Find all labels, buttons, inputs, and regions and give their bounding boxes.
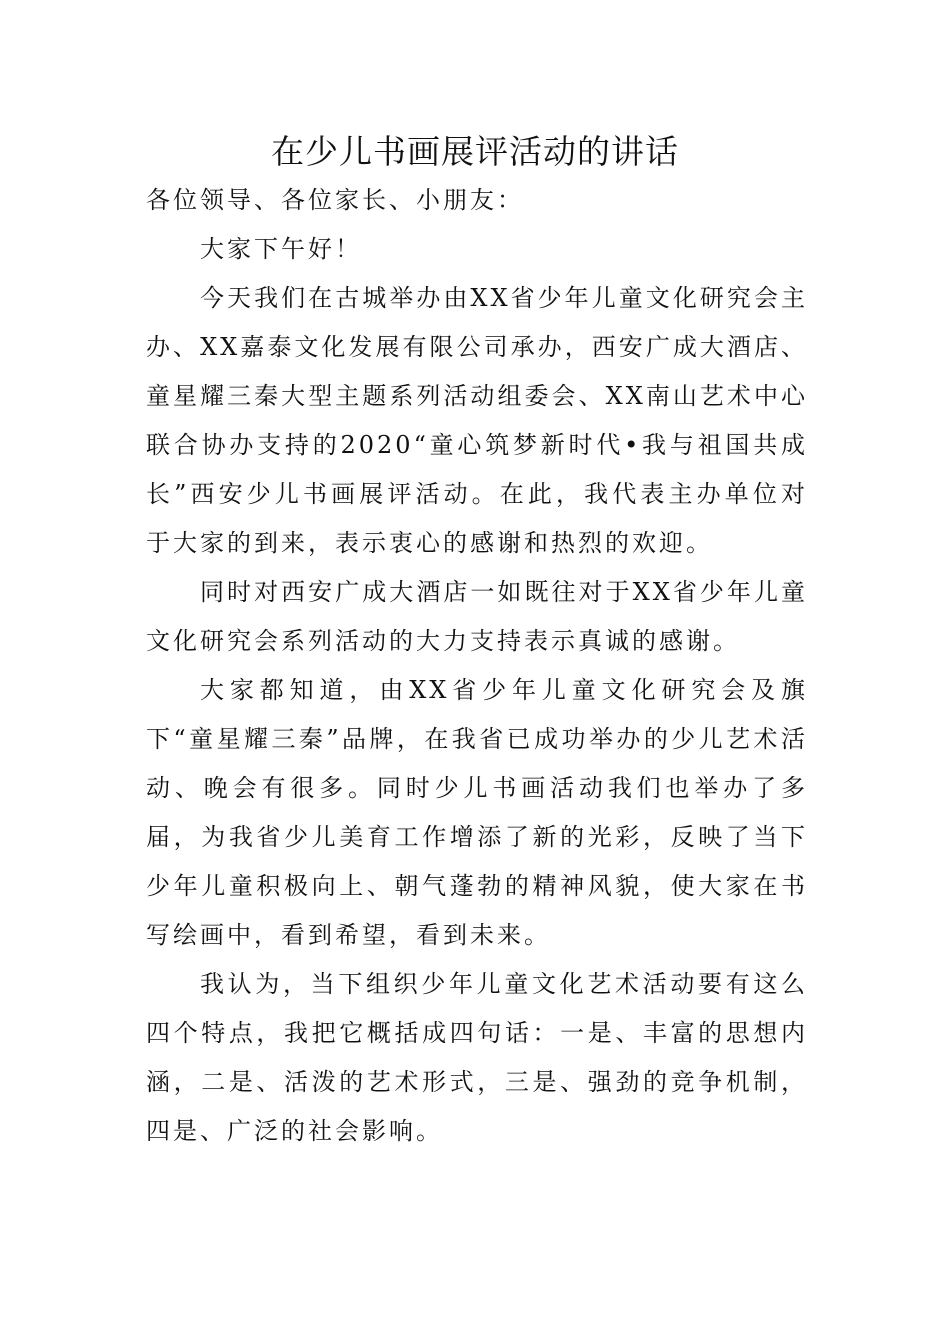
- salutation: 各位领导、各位家长、小朋友：: [146, 186, 524, 214]
- document-title: 在少儿书画展评活动的讲话: [271, 132, 679, 171]
- paragraph-introduction: 今天我们在古城举办由XX省少年儿童文化研究会主办、XX嘉泰文化发展有限公司承办，西安广成大酒店、童星耀三秦大型主题系列活动组委会、XX南山艺术中心联合协办支持的2020“童心筑梦新时代•我与祖国共成长”西安少儿书画展评活动。在此，我代表主办单位对于大家的到来，表示衷心的感谢和热烈的欢迎。: [146, 284, 808, 557]
- paragraph-greeting: 大家下午好！: [200, 235, 362, 263]
- document-body: [146, 176, 808, 1156]
- paragraph-achievements: 大家都知道，由XX省少年儿童文化研究会及旗下“童星耀三秦”品牌，在我省已成功举办的少儿艺术活动、晚会有很多。同时少儿书画活动我们也举办了多届，为我省少儿美育工作增添了新的光彩，反映了当下少年儿童积极向上、朝气蓬勃的精神风貌，使大家在书写绘画中，看到希望，看到未来。: [146, 676, 808, 949]
- paragraph-four-features: 我认为，当下组织少年儿童文化艺术活动要有这么四个特点，我把它概括成四句话：一是、丰富的思想内涵，二是、活泼的艺术形式，三是、强劲的竞争机制，四是、广泛的社会影响。: [146, 970, 808, 1145]
- paragraph-thanks: 同时对西安广成大酒店一如既往对于XX省少年儿童文化研究会系列活动的大力支持表示真诚的感谢。: [146, 578, 808, 655]
